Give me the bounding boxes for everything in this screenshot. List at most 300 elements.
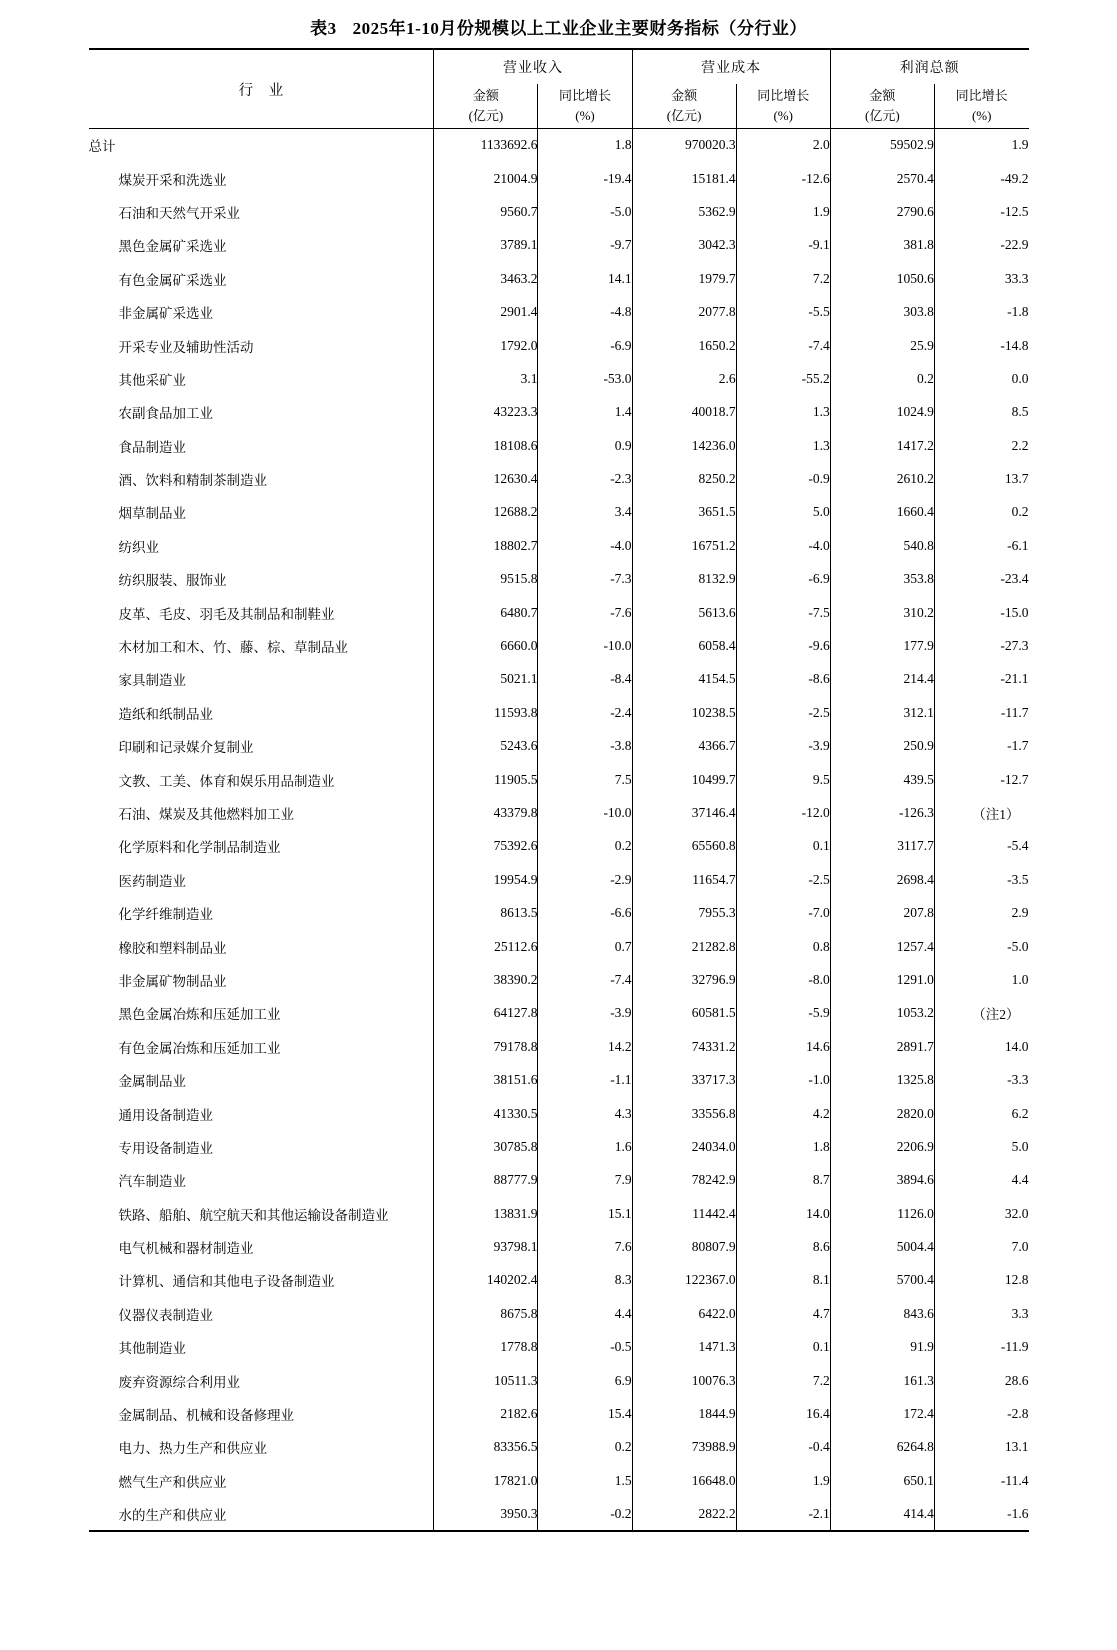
row-industry-name: 煤炭开采和洗选业: [118, 172, 227, 188]
row-cost-amount: 65560.8: [632, 830, 736, 863]
row-industry-name: 开采专业及辅助性活动: [118, 339, 254, 355]
row-cost-amount: 1979.7: [632, 262, 736, 295]
row-cost-amount: 10076.3: [632, 1364, 736, 1397]
row-revenue-growth: -4.8: [538, 295, 632, 328]
table-title-text: 2025年1-10月份规模以上工业企业主要财务指标（分行业）: [352, 19, 807, 38]
row-profit-growth: -1.7: [934, 730, 1028, 763]
row-profit-amount: 1660.4: [830, 496, 934, 529]
row-revenue-growth: 1.8: [538, 129, 632, 162]
row-cost-growth: -2.5: [736, 696, 830, 729]
row-cost-growth: 7.2: [736, 1364, 830, 1397]
table-row: [89, 1230, 1029, 1263]
row-revenue-amount: 83356.5: [434, 1431, 538, 1464]
row-profit-growth: 0.0: [934, 362, 1028, 395]
table-row: [89, 1464, 1029, 1497]
row-cost-amount: 122367.0: [632, 1264, 736, 1297]
row-industry-name: 皮革、毛皮、羽毛及其制品和制鞋业: [118, 606, 335, 622]
row-profit-amount: 1126.0: [830, 1197, 934, 1230]
row-revenue-amount: 6480.7: [434, 596, 538, 629]
row-profit-growth: -11.9: [934, 1331, 1028, 1364]
column-header-cost-growth: [736, 84, 830, 129]
row-profit-growth: 1.9: [934, 129, 1028, 162]
row-profit-amount: 161.3: [830, 1364, 934, 1397]
row-profit-growth: 13.1: [934, 1431, 1028, 1464]
table-row: [89, 462, 1029, 495]
row-profit-growth: 28.6: [934, 1364, 1028, 1397]
row-industry-name: 造纸和纸制品业: [118, 706, 213, 722]
row-cost-growth: 8.1: [736, 1264, 830, 1297]
profit-growth-label: 同比增长: [955, 87, 1008, 103]
row-industry-name: 非金属矿物制品业: [118, 973, 227, 989]
row-revenue-amount: 21004.9: [434, 162, 538, 195]
row-industry-name: 纺织服装、服饰业: [118, 573, 227, 589]
financial-indicators-table: [89, 48, 1029, 1532]
row-cost-amount: 33717.3: [632, 1063, 736, 1096]
row-cost-growth: 0.1: [736, 830, 830, 863]
row-cost-growth: -5.9: [736, 997, 830, 1030]
row-cost-growth: -12.6: [736, 162, 830, 195]
row-revenue-amount: 6660.0: [434, 629, 538, 662]
column-header-revenue-amount: [434, 84, 538, 129]
row-profit-amount: 1257.4: [830, 930, 934, 963]
table-row: [89, 229, 1029, 262]
table-row: [89, 997, 1029, 1030]
row-cost-amount: 2.6: [632, 362, 736, 395]
row-cost-amount: 60581.5: [632, 997, 736, 1030]
row-cost-amount: 3651.5: [632, 496, 736, 529]
revenue-amount-label: 金额: [472, 87, 499, 103]
row-revenue-growth: -2.4: [538, 696, 632, 729]
row-cost-amount: 73988.9: [632, 1431, 736, 1464]
row-revenue-amount: 38151.6: [434, 1063, 538, 1096]
row-cost-growth: 5.0: [736, 496, 830, 529]
row-profit-amount: 381.8: [830, 229, 934, 262]
row-profit-amount: 172.4: [830, 1397, 934, 1430]
table-row: [89, 162, 1029, 195]
row-revenue-amount: 1133692.6: [434, 129, 538, 162]
table-row: [89, 362, 1029, 395]
row-industry-name: 仪器仪表制造业: [118, 1307, 213, 1323]
row-cost-growth: -8.0: [736, 963, 830, 996]
table-row: [89, 629, 1029, 662]
row-industry-name: 有色金属冶炼和压延加工业: [118, 1040, 281, 1056]
row-revenue-growth: 7.5: [538, 763, 632, 796]
row-cost-growth: -0.4: [736, 1431, 830, 1464]
table-row: [89, 1164, 1029, 1197]
row-profit-amount: 5700.4: [830, 1264, 934, 1297]
row-cost-growth: -1.0: [736, 1063, 830, 1096]
row-cost-amount: 2822.2: [632, 1498, 736, 1531]
row-revenue-growth: 1.6: [538, 1130, 632, 1163]
table-row: [89, 1498, 1029, 1531]
row-cost-amount: 2077.8: [632, 295, 736, 328]
row-profit-amount: 2820.0: [830, 1097, 934, 1130]
row-profit-amount: 650.1: [830, 1464, 934, 1497]
row-profit-growth: -11.4: [934, 1464, 1028, 1497]
row-cost-growth: 8.7: [736, 1164, 830, 1197]
row-profit-amount: 2790.6: [830, 195, 934, 228]
row-profit-amount: 250.9: [830, 730, 934, 763]
row-revenue-growth: 14.1: [538, 262, 632, 295]
row-revenue-growth: -7.4: [538, 963, 632, 996]
row-revenue-amount: 3789.1: [434, 229, 538, 262]
row-cost-amount: 6058.4: [632, 629, 736, 662]
row-revenue-growth: -3.9: [538, 997, 632, 1030]
row-profit-amount: 353.8: [830, 563, 934, 596]
row-revenue-growth: -6.6: [538, 896, 632, 929]
row-revenue-growth: -53.0: [538, 362, 632, 395]
row-profit-growth: -15.0: [934, 596, 1028, 629]
row-profit-growth: 14.0: [934, 1030, 1028, 1063]
row-cost-amount: 78242.9: [632, 1164, 736, 1197]
row-revenue-growth: -19.4: [538, 162, 632, 195]
row-profit-growth: -2.8: [934, 1397, 1028, 1430]
page-title: [0, 0, 1117, 48]
row-profit-amount: 207.8: [830, 896, 934, 929]
row-industry-name: 化学原料和化学制品制造业: [118, 840, 281, 856]
row-cost-amount: 11654.7: [632, 863, 736, 896]
column-group-cost: 营业成本: [632, 49, 830, 84]
row-revenue-amount: 8613.5: [434, 896, 538, 929]
row-profit-growth: -1.6: [934, 1498, 1028, 1531]
row-profit-growth: -12.7: [934, 763, 1028, 796]
row-revenue-growth: 3.4: [538, 496, 632, 529]
row-cost-amount: 11442.4: [632, 1197, 736, 1230]
row-cost-amount: 80807.9: [632, 1230, 736, 1263]
row-cost-amount: 14236.0: [632, 429, 736, 462]
row-revenue-growth: -3.8: [538, 730, 632, 763]
row-profit-amount: 1024.9: [830, 396, 934, 429]
row-profit-amount: 25.9: [830, 329, 934, 362]
row-profit-amount: 1291.0: [830, 963, 934, 996]
table-row: [89, 796, 1029, 829]
row-industry-name: 木材加工和木、竹、藤、棕、草制品业: [118, 640, 348, 656]
row-profit-amount: 540.8: [830, 529, 934, 562]
row-revenue-amount: 1778.8: [434, 1331, 538, 1364]
table-row: [89, 930, 1029, 963]
row-industry-name: 非金属矿采选业: [118, 306, 213, 322]
cost-growth-unit: (%): [773, 108, 793, 123]
table-row: [89, 1331, 1029, 1364]
row-cost-growth: -8.6: [736, 663, 830, 696]
row-revenue-growth: 1.4: [538, 396, 632, 429]
row-cost-growth: 1.3: [736, 429, 830, 462]
row-profit-amount: 2610.2: [830, 462, 934, 495]
table-row: [89, 1297, 1029, 1330]
revenue-growth-label: 同比增长: [559, 87, 612, 103]
table-row: [89, 563, 1029, 596]
table-row: [89, 195, 1029, 228]
row-revenue-amount: 13831.9: [434, 1197, 538, 1230]
row-industry-name: 其他制造业: [118, 1341, 186, 1357]
row-industry-name: 化学纤维制造业: [118, 907, 213, 923]
row-profit-amount: 6264.8: [830, 1431, 934, 1464]
row-revenue-amount: 140202.4: [434, 1264, 538, 1297]
row-cost-growth: 1.9: [736, 195, 830, 228]
row-revenue-growth: 15.4: [538, 1397, 632, 1430]
header-group-row: [89, 49, 1029, 84]
row-revenue-amount: 75392.6: [434, 830, 538, 863]
row-profit-amount: 2698.4: [830, 863, 934, 896]
table-row: [89, 1130, 1029, 1163]
column-header-profit-amount: [830, 84, 934, 129]
row-cost-amount: 21282.8: [632, 930, 736, 963]
row-cost-growth: 4.2: [736, 1097, 830, 1130]
row-profit-growth: -12.5: [934, 195, 1028, 228]
row-cost-growth: 2.0: [736, 129, 830, 162]
row-cost-amount: 74331.2: [632, 1030, 736, 1063]
row-industry-name: 石油、煤炭及其他燃料加工业: [118, 807, 294, 822]
row-revenue-growth: -0.5: [538, 1331, 632, 1364]
row-profit-amount: 1050.6: [830, 262, 934, 295]
row-profit-growth: 2.2: [934, 429, 1028, 462]
row-revenue-amount: 9560.7: [434, 195, 538, 228]
row-revenue-growth: -0.2: [538, 1498, 632, 1531]
row-revenue-amount: 41330.5: [434, 1097, 538, 1130]
row-cost-amount: 1844.9: [632, 1397, 736, 1430]
row-revenue-growth: -10.0: [538, 629, 632, 662]
row-revenue-amount: 38390.2: [434, 963, 538, 996]
row-cost-amount: 24034.0: [632, 1130, 736, 1163]
row-revenue-amount: 17821.0: [434, 1464, 538, 1497]
row-profit-amount: 3894.6: [830, 1164, 934, 1197]
row-profit-amount: 0.2: [830, 362, 934, 395]
row-cost-growth: -0.9: [736, 462, 830, 495]
table-row: [89, 896, 1029, 929]
row-profit-amount: 2206.9: [830, 1130, 934, 1163]
row-cost-growth: -7.5: [736, 596, 830, 629]
row-profit-growth: -5.4: [934, 830, 1028, 863]
row-revenue-growth: -4.0: [538, 529, 632, 562]
row-profit-growth: -3.5: [934, 863, 1028, 896]
table-row: [89, 1097, 1029, 1130]
row-cost-amount: 15181.4: [632, 162, 736, 195]
table-row: [89, 696, 1029, 729]
row-industry-name: 专用设备制造业: [118, 1140, 213, 1156]
row-industry-name: 金属制品业: [118, 1074, 186, 1090]
row-profit-amount: 3117.7: [830, 830, 934, 863]
row-revenue-growth: 0.7: [538, 930, 632, 963]
row-revenue-amount: 3463.2: [434, 262, 538, 295]
row-revenue-amount: 3.1: [434, 362, 538, 395]
row-revenue-amount: 1792.0: [434, 329, 538, 362]
column-header-cost-amount: [632, 84, 736, 129]
row-cost-growth: -4.0: [736, 529, 830, 562]
row-profit-growth: 32.0: [934, 1197, 1028, 1230]
row-industry-name: 食品制造业: [118, 439, 186, 455]
row-cost-amount: 10238.5: [632, 696, 736, 729]
revenue-growth-unit: (%): [575, 108, 595, 123]
table-row: [89, 1364, 1029, 1397]
row-cost-amount: 1650.2: [632, 329, 736, 362]
row-revenue-amount: 8675.8: [434, 1297, 538, 1330]
column-header-profit-growth: [934, 84, 1028, 129]
column-group-profit: 利润总额: [830, 49, 1028, 84]
row-cost-amount: 8250.2: [632, 462, 736, 495]
row-revenue-growth: 4.4: [538, 1297, 632, 1330]
row-profit-amount: 59502.9: [830, 129, 934, 162]
row-industry-name: 烟草制品业: [118, 506, 186, 522]
row-profit-growth: -11.7: [934, 696, 1028, 729]
row-industry-name: 电气机械和器材制造业: [118, 1241, 254, 1257]
row-cost-growth: -3.9: [736, 730, 830, 763]
row-cost-growth: -9.1: [736, 229, 830, 262]
row-revenue-amount: 11905.5: [434, 763, 538, 796]
row-profit-amount: 214.4: [830, 663, 934, 696]
row-revenue-amount: 9515.8: [434, 563, 538, 596]
row-cost-growth: 1.8: [736, 1130, 830, 1163]
row-revenue-amount: 3950.3: [434, 1498, 538, 1531]
table-row: [89, 863, 1029, 896]
row-profit-growth: -49.2: [934, 162, 1028, 195]
row-profit-growth: 4.4: [934, 1164, 1028, 1197]
row-revenue-amount: 2182.6: [434, 1397, 538, 1430]
table-row: [89, 1197, 1029, 1230]
table-container: [89, 48, 1029, 1532]
row-cost-growth: 9.5: [736, 763, 830, 796]
row-revenue-growth: 0.2: [538, 1431, 632, 1464]
row-profit-amount: 303.8: [830, 295, 934, 328]
row-cost-amount: 40018.7: [632, 396, 736, 429]
row-revenue-growth: -6.9: [538, 329, 632, 362]
row-industry-name: 纺织业: [118, 539, 159, 555]
table-row: [89, 596, 1029, 629]
table-row: [89, 1264, 1029, 1297]
row-industry-name: 燃气生产和供应业: [118, 1474, 227, 1490]
row-revenue-growth: 0.2: [538, 830, 632, 863]
table-row: [89, 429, 1029, 462]
row-profit-growth: 12.8: [934, 1264, 1028, 1297]
profit-amount-unit: (亿元): [864, 108, 900, 123]
table-row: [89, 262, 1029, 295]
row-revenue-amount: 2901.4: [434, 295, 538, 328]
table-body: [89, 129, 1029, 1531]
row-cost-amount: 6422.0: [632, 1297, 736, 1330]
row-industry-name: 废弃资源综合利用业: [118, 1374, 240, 1390]
row-profit-growth: -23.4: [934, 563, 1028, 596]
row-industry-name: 其他采矿业: [118, 372, 186, 388]
row-profit-amount: 2570.4: [830, 162, 934, 195]
row-revenue-growth: -9.7: [538, 229, 632, 262]
row-profit-growth: -3.3: [934, 1063, 1028, 1096]
row-revenue-amount: 12688.2: [434, 496, 538, 529]
row-revenue-growth: 0.9: [538, 429, 632, 462]
row-industry-name: 有色金属矿采选业: [118, 272, 227, 288]
column-group-revenue: 营业收入: [434, 49, 632, 84]
row-cost-amount: 33556.8: [632, 1097, 736, 1130]
table-row: [89, 295, 1029, 328]
row-profit-growth: （注2）: [934, 997, 1028, 1030]
row-profit-amount: 843.6: [830, 1297, 934, 1330]
row-revenue-growth: -7.6: [538, 596, 632, 629]
row-cost-growth: 4.7: [736, 1297, 830, 1330]
row-industry-name: 水的生产和供应业: [89, 1498, 434, 1531]
row-cost-growth: 14.0: [736, 1197, 830, 1230]
row-cost-growth: 1.9: [736, 1464, 830, 1497]
row-cost-amount: 970020.3: [632, 129, 736, 162]
row-revenue-growth: 8.3: [538, 1264, 632, 1297]
row-profit-growth: -5.0: [934, 930, 1028, 963]
row-cost-growth: -55.2: [736, 362, 830, 395]
row-industry-name: 酒、饮料和精制茶制造业: [118, 473, 267, 489]
row-cost-amount: 3042.3: [632, 229, 736, 262]
row-profit-amount: 439.5: [830, 763, 934, 796]
revenue-amount-unit: (亿元): [468, 108, 504, 123]
row-revenue-amount: 30785.8: [434, 1130, 538, 1163]
table-row: [89, 1063, 1029, 1096]
row-profit-growth: -22.9: [934, 229, 1028, 262]
row-cost-amount: 7955.3: [632, 896, 736, 929]
table-number-label: 表3: [310, 19, 337, 38]
row-cost-growth: 14.6: [736, 1030, 830, 1063]
row-cost-amount: 8132.9: [632, 563, 736, 596]
table-row: [89, 1030, 1029, 1063]
row-cost-amount: 10499.7: [632, 763, 736, 796]
row-revenue-amount: 18108.6: [434, 429, 538, 462]
row-cost-growth: 0.1: [736, 1331, 830, 1364]
table-row: [89, 329, 1029, 362]
row-revenue-growth: 14.2: [538, 1030, 632, 1063]
row-cost-amount: 1471.3: [632, 1331, 736, 1364]
row-revenue-growth: -2.9: [538, 863, 632, 896]
row-cost-growth: -7.0: [736, 896, 830, 929]
row-profit-growth: -14.8: [934, 329, 1028, 362]
row-industry-name: 电力、热力生产和供应业: [118, 1441, 267, 1457]
row-revenue-amount: 43223.3: [434, 396, 538, 429]
row-industry-name: 印刷和记录媒介复制业: [118, 740, 254, 756]
row-profit-amount: 414.4: [830, 1498, 934, 1531]
row-industry-name: 石油和天然气开采业: [118, 205, 240, 221]
row-profit-growth: 13.7: [934, 462, 1028, 495]
row-revenue-growth: -5.0: [538, 195, 632, 228]
row-profit-growth: 7.0: [934, 1230, 1028, 1263]
row-profit-growth: 2.9: [934, 896, 1028, 929]
row-profit-amount: 2891.7: [830, 1030, 934, 1063]
row-profit-growth: 1.0: [934, 963, 1028, 996]
row-cost-amount: 4366.7: [632, 730, 736, 763]
row-cost-amount: 5362.9: [632, 195, 736, 228]
row-profit-amount: 177.9: [830, 629, 934, 662]
row-cost-growth: -9.6: [736, 629, 830, 662]
row-industry-name: 总计: [89, 129, 434, 162]
row-cost-amount: 37146.4: [632, 796, 736, 829]
table-row: [89, 496, 1029, 529]
row-revenue-amount: 79178.8: [434, 1030, 538, 1063]
row-industry-name: 金属制品、机械和设备修理业: [118, 1408, 294, 1424]
row-cost-amount: 16751.2: [632, 529, 736, 562]
row-revenue-amount: 19954.9: [434, 863, 538, 896]
row-profit-amount: -126.3: [830, 796, 934, 829]
table-row: [89, 763, 1029, 796]
row-profit-growth: 5.0: [934, 1130, 1028, 1163]
row-cost-growth: -2.5: [736, 863, 830, 896]
row-industry-name: 橡胶和塑料制品业: [118, 940, 227, 956]
row-revenue-amount: 64127.8: [434, 997, 538, 1030]
row-profit-amount: 1053.2: [830, 997, 934, 1030]
row-industry-name: 汽车制造业: [118, 1174, 186, 1190]
row-cost-growth: -7.4: [736, 329, 830, 362]
row-profit-growth: 0.2: [934, 496, 1028, 529]
column-header-revenue-growth: [538, 84, 632, 129]
row-cost-amount: 32796.9: [632, 963, 736, 996]
row-profit-amount: 91.9: [830, 1331, 934, 1364]
row-revenue-growth: 4.3: [538, 1097, 632, 1130]
profit-growth-unit: (%): [971, 108, 992, 123]
row-revenue-amount: 11593.8: [434, 696, 538, 729]
row-revenue-growth: 6.9: [538, 1364, 632, 1397]
row-revenue-growth: -8.4: [538, 663, 632, 696]
row-revenue-growth: 7.9: [538, 1164, 632, 1197]
